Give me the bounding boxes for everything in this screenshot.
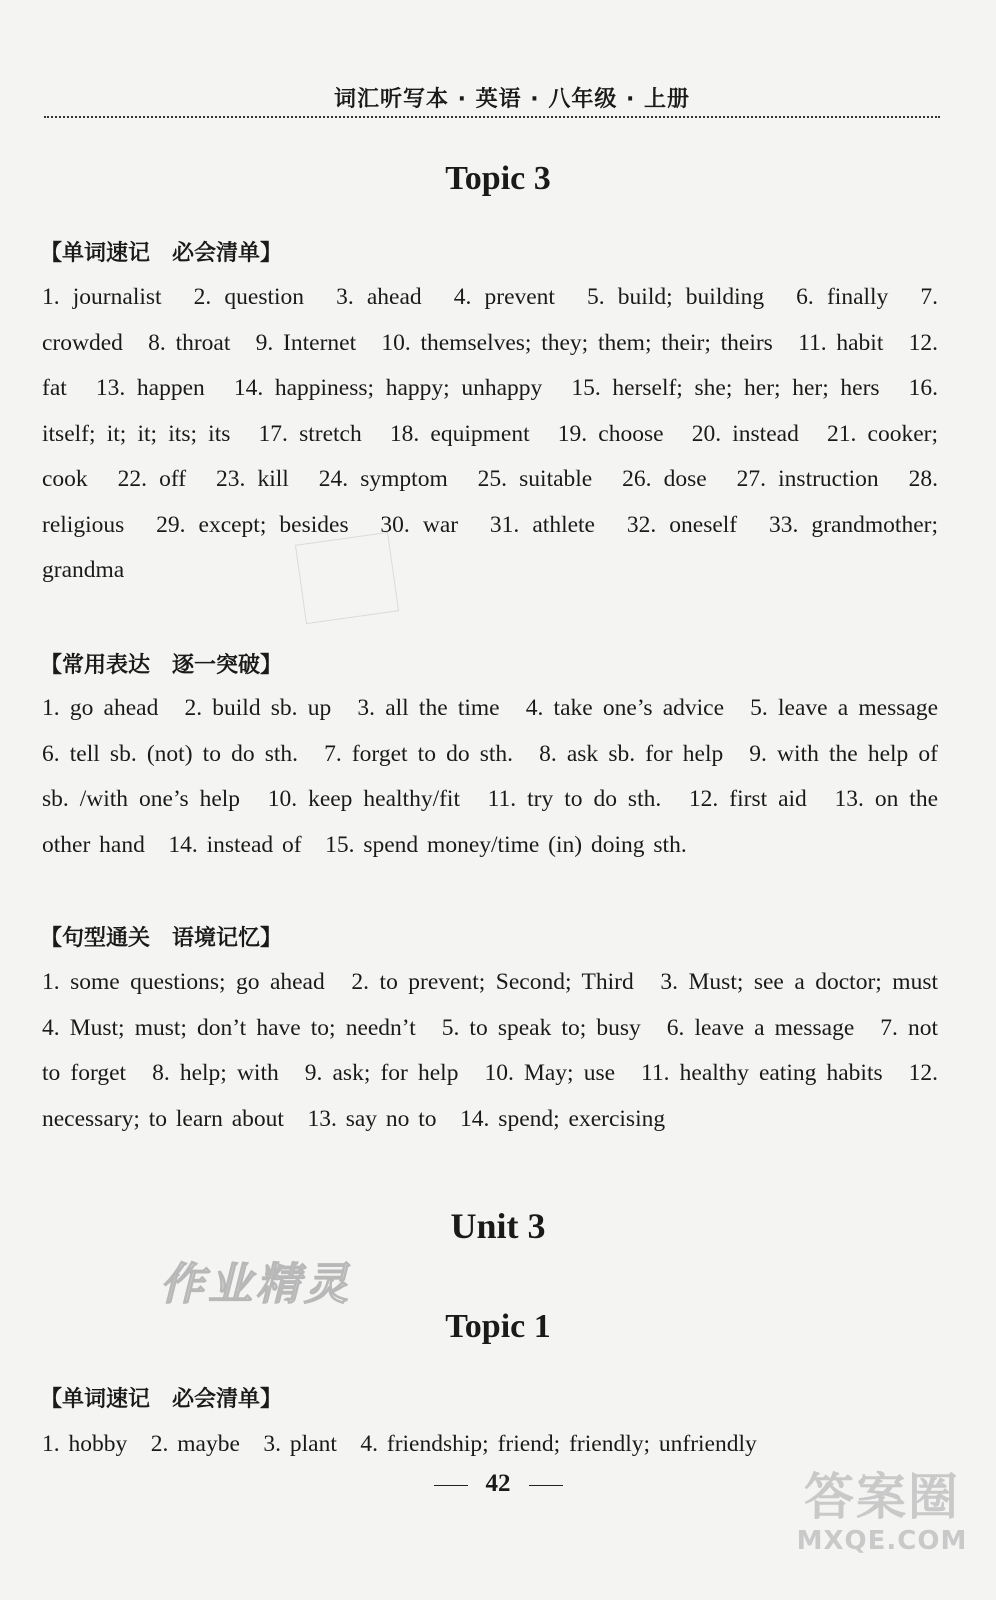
watermark-text: 作业精灵 [160, 1259, 352, 1310]
section-sentence-patterns-heading: 【句型通关 语境记忆】 [40, 926, 283, 951]
vocabulary-answers: 1. journalist 2. question 3. ahead 4. prevent 5. build; building 6. finally 7. crowded 8. throat 9. Internet 10. themselves; they; them; their; theirs 11. habit 12. fat 13. happen 14. happiness; happy; unhappy 15. herself; she; her; her; hers 16. itself; it; it; its; its 17. stretch 18. equipment 19. choose 20. instead 21. cooker; cook 22. off 23. kill 24. symptom 25. suitable 26. dose 27. instruction 28. religious 29. except; besides 30. war 31. athlete 32. oneself 33. grandmother; grandma [42, 284, 938, 583]
page-number-value: 42 [485, 1470, 511, 1497]
section-vocabulary-heading-2: 【单词速记 必会清单】 [40, 1387, 283, 1412]
unit-3-title: Unit 3 [450, 1206, 546, 1246]
stamp-mark [295, 532, 399, 624]
sentence-patterns-answers: 1. some questions; go ahead 2. to prevent; Second; Third 3. Must; see a doctor; must 4. Must; must; don’t have to; needn’t 5. to speak to; busy 6. leave a message 7. not to forget 8. help; with 9. ask; for help 10. May; use 11. healthy eating habits 12. necessary; to learn about 13. say no to 14. spend; exercising [42, 969, 962, 1132]
site-logo-watermark [794, 1468, 970, 1560]
topic-1-title: Topic 1 [445, 1308, 551, 1345]
page-number-dash-left [434, 1485, 468, 1486]
logo-text-en: MXQE.COM [796, 1526, 968, 1556]
logo-text-zh: 答案圈 [804, 1468, 960, 1526]
header-title: 词汇听写本 · 英语 · 八年级 · 上册 [333, 87, 690, 112]
page-number-dash-right [529, 1485, 563, 1486]
topic-3-title: Topic 3 [445, 160, 551, 197]
expressions-answers: 1. go ahead 2. build sb. up 3. all the time 4. take one’s advice 5. leave a message 6. tell sb. (not) to do sth. 7. forget to do sth. 8. ask sb. for help 9. with the help of sb. /with one’s help 10. keep healthy/fit 11. try to do sth. 12. first aid 13. on the other hand 14. instead of 15. spend money/time (in) doing sth. [42, 695, 962, 858]
vocabulary-answers-2: 1. hobby 2. maybe 3. plant 4. friendship; friend; friendly; unfriendly [42, 1431, 757, 1457]
section-expressions-heading: 【常用表达 逐一突破】 [40, 653, 283, 678]
section-vocabulary-heading: 【单词速记 必会清单】 [40, 241, 283, 266]
running-header [44, 80, 940, 118]
